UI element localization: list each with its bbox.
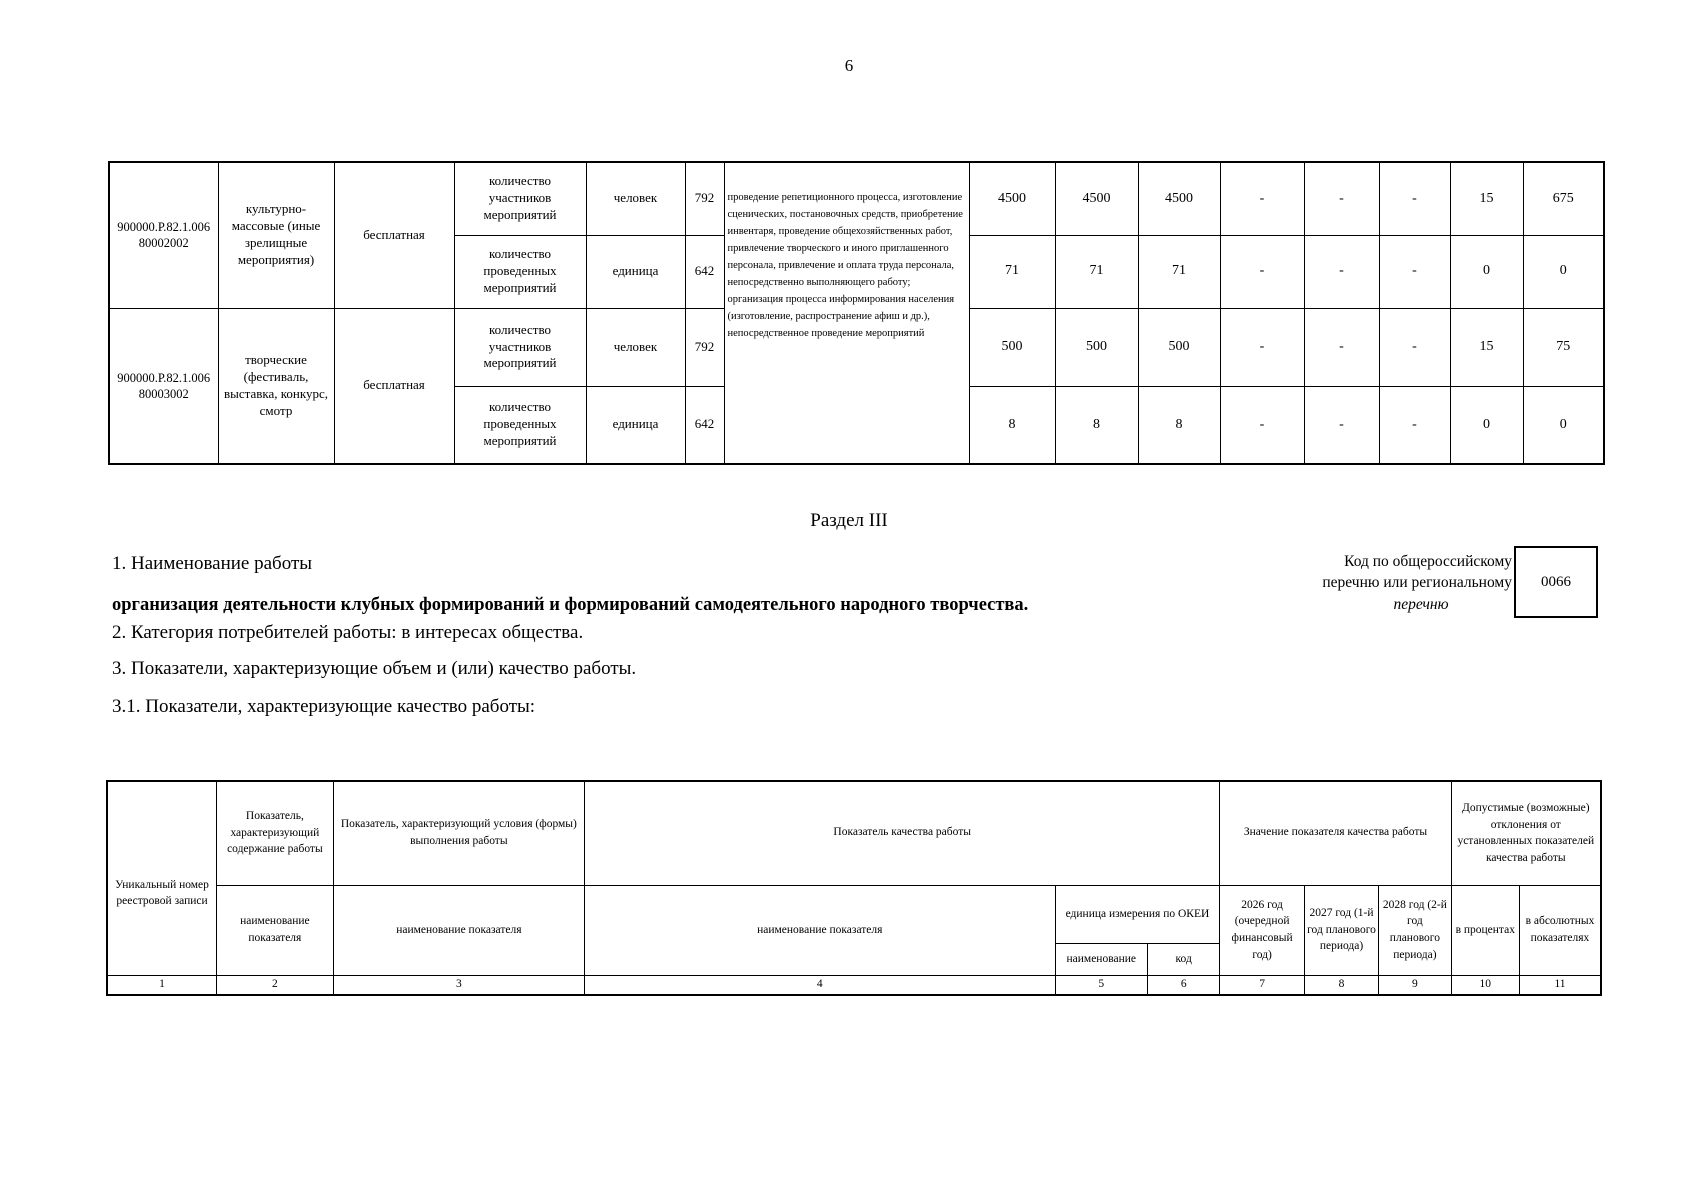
header-conditions: Показатель, характеризующий условия (формы) выполнения работы	[333, 781, 584, 885]
header-deviation: Допустимые (возможные) отклонения от установленных показателей качества работы	[1451, 781, 1601, 885]
column-number: 5	[1055, 975, 1147, 995]
unit-code: 792	[685, 308, 724, 386]
value-2027: 71	[1055, 235, 1138, 308]
work-volume-table	[108, 161, 1605, 465]
list-code-box	[1514, 546, 1598, 618]
header-registry: Уникальный номер реестровой записи	[107, 781, 217, 975]
work-name-label: 1. Наименование работы	[112, 553, 313, 574]
price-2027: -	[1304, 308, 1379, 386]
work-description: проведение репетиционного процесса, изготовление сценических, постановочных средств, приобретение инвентаря, проведение общехозяйственных работ, привлечение творческого и иного приглашенного персонала, привлечение и оплата труда персонала, непосредственно выполняющего работу; организация процесса информирования населения (изготовление, распространение афиш и др.), непосредственное проведение мероприятий	[724, 162, 969, 464]
price-2027: -	[1304, 235, 1379, 308]
column-number: 1	[107, 975, 217, 995]
header-unit-code: код	[1148, 943, 1220, 975]
value-2026: 71	[969, 235, 1055, 308]
indicator-name: количество проведенных мероприятий	[454, 235, 586, 308]
column-number: 9	[1379, 975, 1451, 995]
unit-code: 642	[685, 235, 724, 308]
deviation-percent: 0	[1450, 235, 1523, 308]
indicator-name: количество участников мероприятий	[454, 162, 586, 235]
column-number: 4	[585, 975, 1056, 995]
quality-indicators-heading: 3.1. Показатели, характеризующие качество работы:	[112, 696, 536, 717]
table-row	[109, 162, 1604, 235]
header-2028: 2028 год (2-й год планового периода)	[1379, 885, 1451, 975]
price-2026: -	[1220, 308, 1304, 386]
header-unit: единица измерения по ОКЕИ	[1055, 885, 1220, 943]
header-2026: 2026 год (очередной финансовый год)	[1220, 885, 1304, 975]
list-code-value: 0066	[1541, 573, 1571, 590]
column-number: 10	[1451, 975, 1519, 995]
indicator-name: количество проведенных мероприятий	[454, 386, 586, 464]
quality-indicators-table	[106, 780, 1602, 996]
value-2026: 4500	[969, 162, 1055, 235]
column-number: 11	[1519, 975, 1601, 995]
price-2026: -	[1220, 235, 1304, 308]
unit-name: человек	[586, 308, 685, 386]
price-2026: -	[1220, 162, 1304, 235]
header-2027: 2027 год (1-й год планового периода)	[1304, 885, 1378, 975]
value-2027: 8	[1055, 386, 1138, 464]
deviation-absolute: 75	[1523, 308, 1604, 386]
price-2027: -	[1304, 162, 1379, 235]
unit-code: 792	[685, 162, 724, 235]
price-2028: -	[1379, 386, 1450, 464]
value-2027: 500	[1055, 308, 1138, 386]
column-number: 8	[1304, 975, 1378, 995]
header-quality: Показатель качества работы	[585, 781, 1220, 885]
content-indicator: культурно-массовые (иные зрелищные мероприятия)	[218, 162, 334, 308]
indicator-name: количество участников мероприятий	[454, 308, 586, 386]
header-content-name: наименование показателя	[217, 885, 334, 975]
deviation-absolute: 0	[1523, 235, 1604, 308]
unit-code: 642	[685, 386, 724, 464]
deviation-percent: 15	[1450, 308, 1523, 386]
value-2028: 4500	[1138, 162, 1220, 235]
unit-name: единица	[586, 386, 685, 464]
header-content: Показатель, характеризующий содержание работы	[217, 781, 334, 885]
price-2028: -	[1379, 235, 1450, 308]
code-label-line: перечню или региональному	[1322, 574, 1512, 592]
price-2026: -	[1220, 386, 1304, 464]
value-2026: 500	[969, 308, 1055, 386]
indicators-heading: 3. Показатели, характеризующие объем и (или) качество работы.	[112, 658, 637, 679]
header-conditions-name: наименование показателя	[333, 885, 584, 975]
registry-number: 900000.Р.82.1.006 80002002	[109, 162, 218, 308]
content-indicator: творческие (фестиваль, выставка, конкурс, смотр	[218, 308, 334, 464]
registry-number: 900000.Р.82.1.006 80003002	[109, 308, 218, 464]
value-2027: 4500	[1055, 162, 1138, 235]
section-title: Раздел III	[810, 510, 888, 531]
condition-indicator: бесплатная	[334, 308, 454, 464]
value-2028: 500	[1138, 308, 1220, 386]
column-number: 7	[1220, 975, 1304, 995]
condition-indicator: бесплатная	[334, 162, 454, 308]
column-number: 3	[333, 975, 584, 995]
header-percent: в процентах	[1451, 885, 1519, 975]
table-header-row	[107, 781, 1601, 885]
header-quality-name: наименование показателя	[585, 885, 1056, 975]
column-number: 6	[1148, 975, 1220, 995]
page-number: 6	[844, 56, 854, 75]
code-label-line: Код по общероссийскому	[1344, 553, 1512, 570]
deviation-percent: 0	[1450, 386, 1523, 464]
deviation-percent: 15	[1450, 162, 1523, 235]
list-code-label	[1300, 551, 1512, 615]
header-unit-name: наименование	[1055, 943, 1147, 975]
price-2027: -	[1304, 386, 1379, 464]
header-values: Значение показателя качества работы	[1220, 781, 1451, 885]
code-label-line: перечню	[1393, 595, 1449, 613]
deviation-absolute: 0	[1523, 386, 1604, 464]
value-2028: 8	[1138, 386, 1220, 464]
column-number-row	[107, 975, 1601, 995]
work-name: организация деятельности клубных формирований и формирований самодеятельного народного творчества.	[112, 595, 1029, 615]
unit-name: единица	[586, 235, 685, 308]
price-2028: -	[1379, 162, 1450, 235]
unit-name: человек	[586, 162, 685, 235]
table-header-row	[107, 885, 1601, 943]
price-2028: -	[1379, 308, 1450, 386]
value-2026: 8	[969, 386, 1055, 464]
header-absolute: в абсолютных показателях	[1519, 885, 1601, 975]
column-number: 2	[217, 975, 334, 995]
deviation-absolute: 675	[1523, 162, 1604, 235]
value-2028: 71	[1138, 235, 1220, 308]
consumer-category: 2. Категория потребителей работы: в интересах общества.	[112, 622, 584, 643]
